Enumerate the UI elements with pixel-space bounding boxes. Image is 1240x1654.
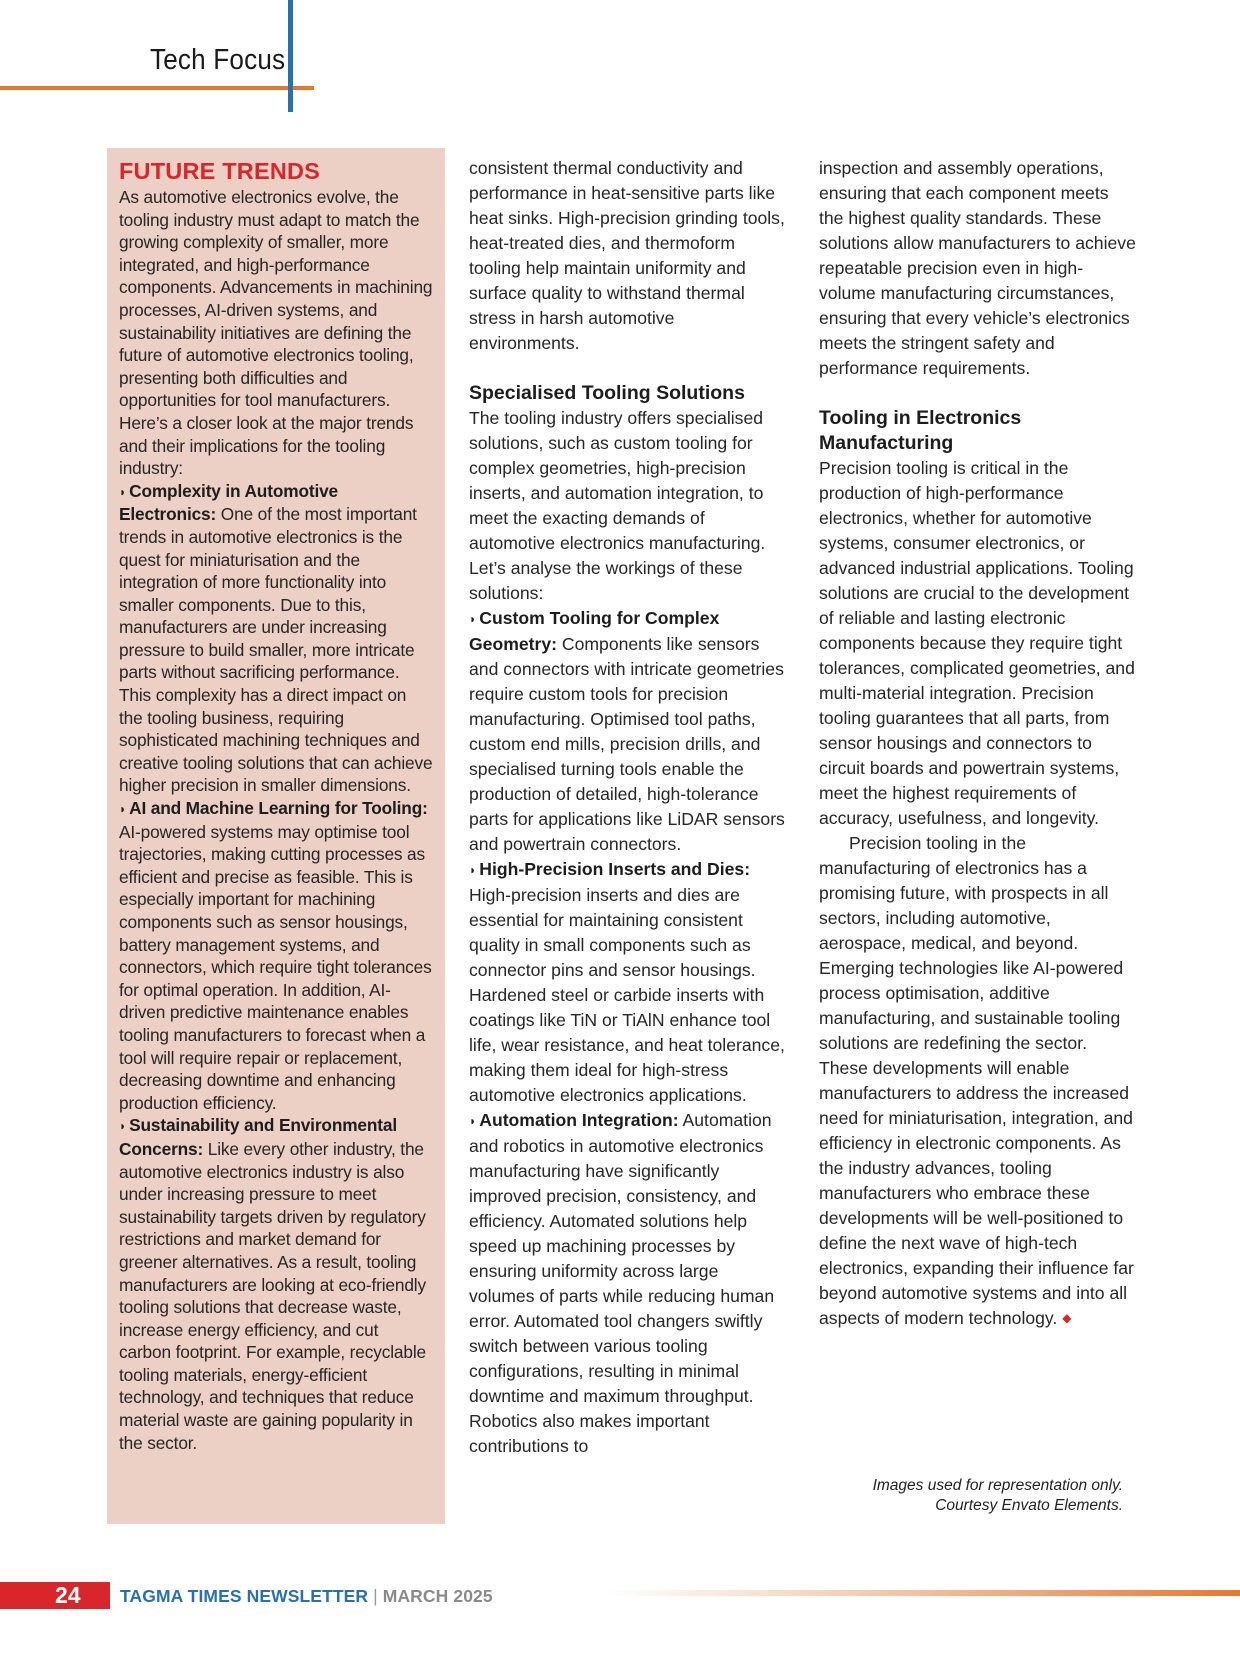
- sidebar-title: FUTURE TRENDS: [119, 158, 321, 184]
- arrow-bullet-icon: ◗: [469, 863, 477, 877]
- bullet-heading: Automation Integration:: [479, 1110, 679, 1130]
- sidebar-intro: As automotive electronics evolve, the tooling industry must adapt to match the growing complexity of smaller, more integrated, and high-performance components. Advancements in machining processes, AI-driven systems, and sustainability initiatives are defining the future of automotive electronics tooling, presenting both difficulties and opportunities for tool manufacturers. Here’s a closer look at the major trends and their implications for the tooling industry:: [119, 187, 433, 479]
- future-trends-box: [107, 148, 445, 1524]
- credit-line: Courtesy Envato Elements.: [935, 1497, 1123, 1514]
- arrow-bullet-icon: ◗: [469, 612, 477, 626]
- paragraph: inspection and assembly operations, ensuring that each component meets the highest quality standards. These solutions allow manufacturers to achieve repeatable precision even in high-volume manufacturing circumstances, ensuring that every vehicle’s electronics meets the stringent safety and performance requirements.: [819, 158, 1136, 378]
- paragraph: Precision tooling is critical in the production of high-performance electronics, whether for automotive systems, consumer electronics, or advanced industrial applications. Tooling solutions are crucial to the development of reliable and lasting electronic components because they require tight tolerances, complicated geometries, and multi-material integration. Precision tooling guarantees that all parts, from sensor housings and connectors to circuit boards and powertrain systems, meet the highest requirements of accuracy, usefulness, and longevity.: [819, 458, 1135, 828]
- bullet-heading: High-Precision Inserts and Dies:: [479, 859, 751, 879]
- section-heading: Specialised Tooling Solutions: [469, 382, 745, 404]
- header-orange-rule: [0, 86, 314, 90]
- bullet-item: [469, 606, 787, 857]
- bullet-text: AI-powered systems may optimise tool trajectories, making cutting processes as efficient and precise as feasible. This is especially important for machining components such as sensor housings, battery management systems, and connectors, which require tight tolerances for optimal operation. In addition, AI-driven predictive maintenance enables tooling manufacturers to forecast when a tool will require repair or replacement, decreasing downtime and enhancing production efficiency.: [119, 821, 432, 1113]
- image-credit: [819, 1476, 1123, 1516]
- footer-gradient-rule: [606, 1590, 1240, 1596]
- bullet-text: Automation and robotics in automotive electronics manufacturing have significantly improved precision, consistency, and efficiency. Automated solutions help speed up machining processes by ensuring uniformity across large volumes of parts while reducing human error. Automated tool changers swiftly switch between various tooling configurations, resulting in minimal downtime and maximum throughput. Robotics also makes important contributions to: [469, 1110, 775, 1456]
- diamond-end-icon: ◆: [1062, 1311, 1072, 1325]
- sidebar-bullet: [119, 480, 433, 797]
- section-title: Tech Focus: [150, 44, 286, 76]
- article-column-2: [469, 156, 787, 1459]
- arrow-bullet-icon: ◗: [469, 1114, 477, 1128]
- paragraph: consistent thermal conductivity and performance in heat-sensitive parts like heat sinks. High-precision grinding tools, heat-treated dies, and thermoform tooling help maintain uniformity and surface quality to withstand thermal stress in harsh automotive environments.: [469, 158, 785, 353]
- bullet-heading: Custom Tooling for Complex Geometry:: [469, 608, 720, 654]
- bullet-item: [469, 857, 787, 1108]
- sidebar-bullet: [119, 1114, 433, 1454]
- arrow-bullet-icon: ◗: [119, 802, 127, 817]
- arrow-bullet-icon: ◗: [119, 1119, 127, 1134]
- paragraph: The tooling industry offers specialised solutions, such as custom tooling for complex geometries, high-precision inserts, and automation integration, to meet the exacting demands of automotive electronics manufacturing. Let’s analyse the workings of these solutions:: [469, 408, 766, 603]
- header-blue-rule: [288, 0, 293, 112]
- bullet-text: High-precision inserts and dies are essential for maintaining consistent quality in small components such as connector pins and sensor housings. Hardened steel or carbide inserts with coatings like TiN or TiAlN enhance tool life, wear resistance, and heat tolerance, making them ideal for high-stress automotive electronics applications.: [469, 885, 785, 1105]
- bullet-heading: Complexity in Automotive Electronics:: [119, 480, 339, 525]
- bullet-text: Like every other industry, the automotive electronics industry is also under increasing pressure to meet sustainability targets driven by regulatory restrictions and market demand for greener alternatives. As a result, tooling manufacturers are looking at eco-friendly tooling solutions that decrease waste, increase energy efficiency, and cut carbon footprint. For example, recyclable tooling materials, energy-efficient technology, and techniques that reduce material waste are gaining popularity in the sector.: [119, 1138, 426, 1453]
- credit-line: Images used for representation only.: [872, 1477, 1123, 1494]
- bullet-item: [469, 1108, 787, 1459]
- bullet-text: Components like sensors and connectors with intricate geometries require custom tools for precision manufacturing. Optimised tool paths, custom end mills, precision drills, and specialised turning tools enable the production of detailed, high-tolerance parts for applications like LiDAR sensors and powertrain connectors.: [469, 634, 785, 854]
- article-column-3: [819, 156, 1137, 1331]
- issue-date: MARCH 2025: [382, 1586, 493, 1606]
- paragraph: [819, 831, 1137, 1331]
- footer-publication: [120, 1583, 493, 1609]
- arrow-bullet-icon: ◗: [119, 484, 127, 499]
- publication-name: TAGMA TIMES NEWSLETTER: [120, 1586, 369, 1606]
- bullet-heading: AI and Machine Learning for Tooling:: [129, 798, 428, 819]
- page-number: 24: [55, 1582, 81, 1608]
- sidebar-body: [119, 186, 433, 1454]
- bullet-text: One of the most important trends in automotive electronics is the quest for miniaturisation and the integration of more functionality into smaller components. Due to this, manufacturers are under increasing pressure to build smaller, more intricate parts without sacrificing performance. This complexity has a direct impact on the tooling business, requiring sophisticated machining techniques and creative tooling solutions that can achieve higher precision in smaller dimensions.: [119, 504, 433, 796]
- paragraph-text: Precision tooling in the manufacturing of electronics has a promising future, with prospects in all sectors, including automotive, aerospace, medical, and beyond. Emerging technologies like AI-powered process optimisation, additive manufacturing, and sustainable tooling solutions are redefining the sector. These developments will enable manufacturers to address the increased need for miniaturisation, integration, and efficiency in electronic components. As the industry advances, tooling manufacturers who embrace these developments will be well-positioned to define the next wave of high-tech electronics, expanding their influence far beyond automotive systems and into all aspects of modern technology.: [819, 833, 1134, 1328]
- bullet-heading: Sustainability and Environmental Concerns:: [119, 1115, 398, 1159]
- section-heading: Tooling in Electronics Manufacturing: [819, 407, 1022, 454]
- footer-separator: |: [373, 1586, 378, 1606]
- sidebar-bullet: [119, 797, 433, 1114]
